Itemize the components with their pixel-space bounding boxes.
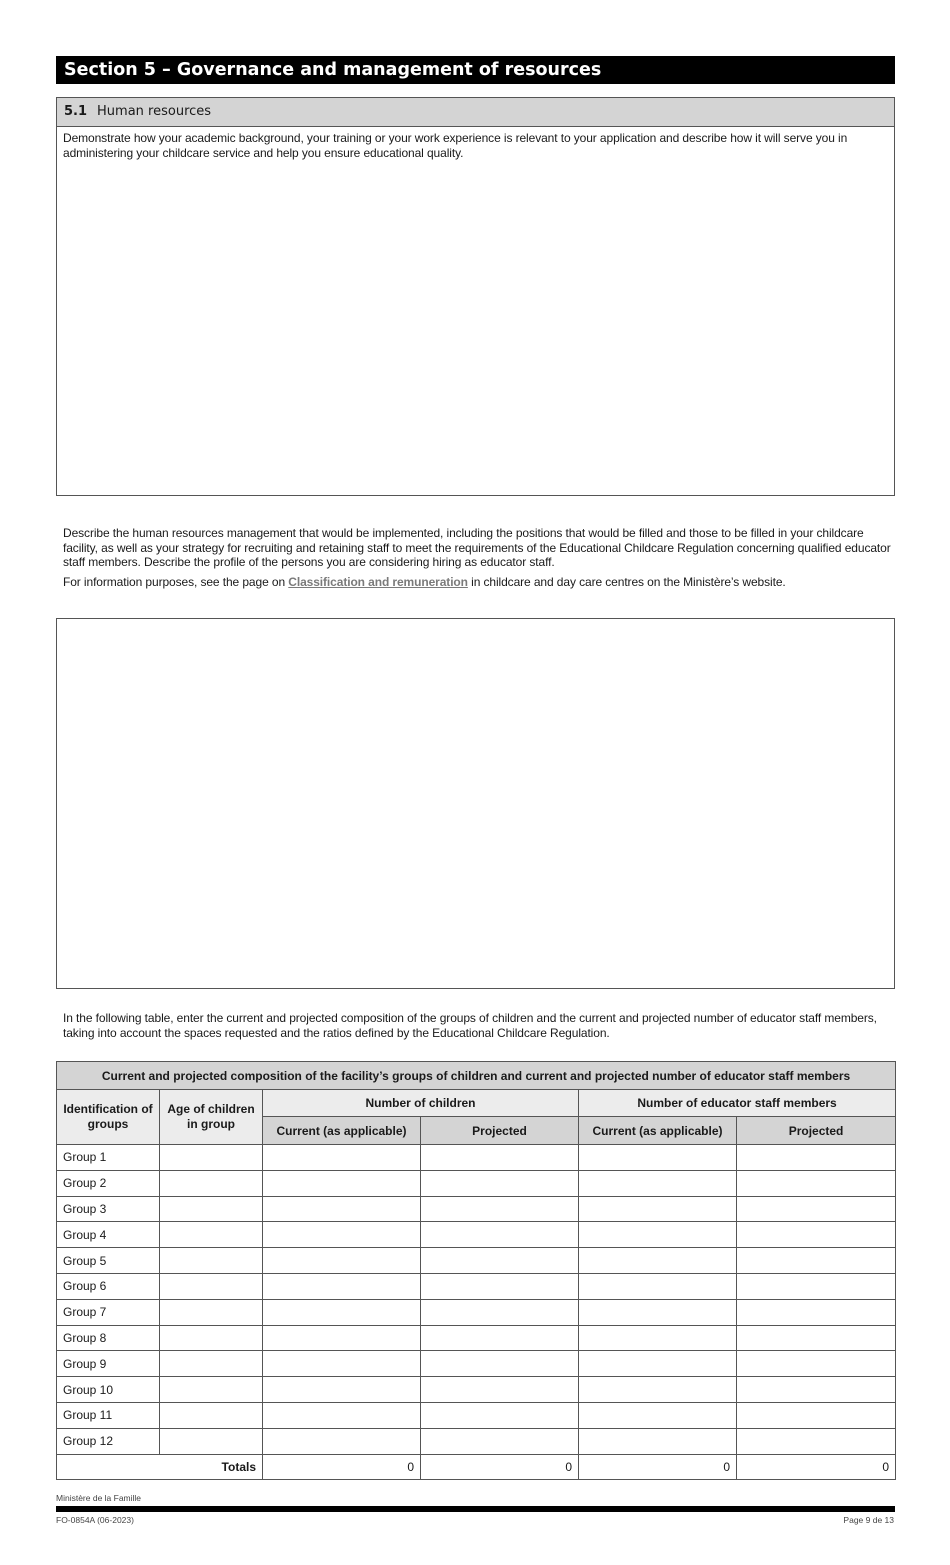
staff-current-field[interactable] (579, 1299, 737, 1325)
group-label: Group 5 (57, 1248, 160, 1274)
children-projected-field[interactable] (421, 1351, 579, 1377)
children-current-field[interactable] (263, 1222, 421, 1248)
age-field[interactable] (160, 1170, 263, 1196)
staff-projected-field[interactable] (737, 1145, 896, 1171)
number-of-staff-header: Number of educator staff members (579, 1090, 896, 1117)
age-field[interactable] (160, 1351, 263, 1377)
footer-form-code: FO-0854A (06-2023) (56, 1515, 134, 1525)
table-row (57, 1351, 896, 1377)
subsection-header (57, 98, 894, 127)
staff-current-header: Current (as applicable) (579, 1117, 737, 1145)
total-children-current: 0 (263, 1454, 421, 1479)
children-projected-field[interactable] (421, 1299, 579, 1325)
hr-info-before: For information purposes, see the page on (63, 574, 289, 589)
table-row (57, 1170, 896, 1196)
children-projected-field[interactable] (421, 1196, 579, 1222)
children-projected-field[interactable] (421, 1402, 579, 1428)
staff-current-field[interactable] (579, 1273, 737, 1299)
total-staff-projected: 0 (737, 1454, 896, 1479)
totals-row (57, 1454, 896, 1479)
group-label: Group 4 (57, 1222, 160, 1248)
children-current-field[interactable] (263, 1145, 421, 1171)
staff-projected-field[interactable] (737, 1273, 896, 1299)
staff-current-field[interactable] (579, 1170, 737, 1196)
staff-current-field[interactable] (579, 1402, 737, 1428)
totals-label: Totals (57, 1454, 263, 1479)
number-of-children-header: Number of children (263, 1090, 579, 1117)
children-current-field[interactable] (263, 1428, 421, 1454)
staff-projected-field[interactable] (737, 1222, 896, 1248)
age-field[interactable] (160, 1428, 263, 1454)
staff-current-field[interactable] (579, 1196, 737, 1222)
group-label: Group 6 (57, 1273, 160, 1299)
hr-management-prompt: Describe the human resources management that would be implemented, including the positions that would be filled and those to be filled in your childcare facility, as well as your strategy for recruiting and retaining staff to meet the requirements of the Educational Childcare Regulation concerning qualified educator staff members. Describe the profile of the persons you are considering hiring as educator staff. (63, 526, 891, 569)
staff-projected-field[interactable] (737, 1196, 896, 1222)
children-current-header: Current (as applicable) (263, 1117, 421, 1145)
subsection-title: Human resources (97, 104, 212, 119)
group-label: Group 1 (57, 1145, 160, 1171)
table-row (57, 1325, 896, 1351)
staff-current-field[interactable] (579, 1325, 737, 1351)
age-field[interactable] (160, 1273, 263, 1299)
children-current-field[interactable] (263, 1377, 421, 1403)
table-caption: Current and projected composition of the facility’s groups of children and current and projected number of educator staff members (57, 1062, 896, 1090)
children-current-field[interactable] (263, 1351, 421, 1377)
age-field[interactable] (160, 1402, 263, 1428)
group-label: Group 2 (57, 1170, 160, 1196)
section-title: Section 5 – Governance and management of resources (56, 56, 895, 84)
table-row (57, 1248, 896, 1274)
table-row (57, 1196, 896, 1222)
staff-projected-field[interactable] (737, 1351, 896, 1377)
staff-projected-field[interactable] (737, 1170, 896, 1196)
age-field[interactable] (160, 1248, 263, 1274)
age-field[interactable] (160, 1222, 263, 1248)
staff-current-field[interactable] (579, 1351, 737, 1377)
table-row (57, 1402, 896, 1428)
children-current-field[interactable] (263, 1170, 421, 1196)
age-field[interactable] (160, 1325, 263, 1351)
footer-page-number: Page 9 de 13 (843, 1515, 894, 1525)
group-label: Group 9 (57, 1351, 160, 1377)
staff-projected-field[interactable] (737, 1248, 896, 1274)
human-resources-box (56, 97, 895, 496)
hr-management-instructions (63, 526, 893, 589)
children-projected-field[interactable] (421, 1248, 579, 1274)
children-projected-field[interactable] (421, 1273, 579, 1299)
hr-info-line (63, 575, 893, 590)
age-field[interactable] (160, 1299, 263, 1325)
staff-projected-field[interactable] (737, 1377, 896, 1403)
age-field[interactable] (160, 1196, 263, 1222)
group-label: Group 10 (57, 1377, 160, 1403)
table-row (57, 1428, 896, 1454)
academic-background-answer-field[interactable] (57, 162, 894, 495)
table-row (57, 1299, 896, 1325)
children-current-field[interactable] (263, 1248, 421, 1274)
group-label: Group 7 (57, 1299, 160, 1325)
subsection-number: 5.1 (64, 104, 88, 119)
staff-projected-field[interactable] (737, 1325, 896, 1351)
children-projected-field[interactable] (421, 1145, 579, 1171)
table-row (57, 1145, 896, 1171)
hr-info-after: in childcare and day care centres on the Ministère’s website. (467, 574, 786, 589)
group-label: Group 12 (57, 1428, 160, 1454)
children-projected-field[interactable] (421, 1325, 579, 1351)
staff-projected-field[interactable] (737, 1402, 896, 1428)
staff-current-field[interactable] (579, 1145, 737, 1171)
children-current-field[interactable] (263, 1299, 421, 1325)
children-projected-field[interactable] (421, 1222, 579, 1248)
academic-background-prompt: Demonstrate how your academic background, your training or your work experience is relevant to your application and describe how it will serve you in administering your childcare service and help you ensure educational quality. (63, 131, 848, 160)
table-body (57, 1145, 896, 1455)
staff-current-field[interactable] (579, 1428, 737, 1454)
total-children-projected: 0 (421, 1454, 579, 1479)
group-label: Group 3 (57, 1196, 160, 1222)
group-label: Group 11 (57, 1402, 160, 1428)
children-projected-field[interactable] (421, 1170, 579, 1196)
children-current-field[interactable] (263, 1325, 421, 1351)
children-projected-field[interactable] (421, 1377, 579, 1403)
table-row (57, 1222, 896, 1248)
children-projected-field[interactable] (421, 1428, 579, 1454)
footer-organization: Ministère de la Famille (56, 1493, 142, 1503)
footer-divider (56, 1506, 895, 1512)
total-staff-current: 0 (579, 1454, 737, 1479)
table-row (57, 1377, 896, 1403)
staff-current-field[interactable] (579, 1377, 737, 1403)
staff-current-field[interactable] (579, 1248, 737, 1274)
age-field[interactable] (160, 1145, 263, 1171)
classification-remuneration-link[interactable]: Classification and remuneration (288, 574, 468, 589)
col-identification-header: Identification of groups (57, 1090, 160, 1145)
staff-projected-field[interactable] (737, 1299, 896, 1325)
children-current-field[interactable] (263, 1196, 421, 1222)
table-row (57, 1273, 896, 1299)
group-label: Group 8 (57, 1325, 160, 1351)
staff-current-field[interactable] (579, 1222, 737, 1248)
hr-management-answer-field[interactable] (56, 618, 895, 989)
children-projected-header: Projected (421, 1117, 579, 1145)
staff-projected-field[interactable] (737, 1428, 896, 1454)
staff-projected-header: Projected (737, 1117, 896, 1145)
children-current-field[interactable] (263, 1273, 421, 1299)
table-instructions: In the following table, enter the current and projected composition of the groups of children and the current and projected number of educator staff members, taking into account the spaces requested and the ratios defined by the Educational Childcare Regulation. (63, 1011, 877, 1040)
age-field[interactable] (160, 1377, 263, 1403)
children-current-field[interactable] (263, 1402, 421, 1428)
groups-composition-table (56, 1061, 896, 1480)
col-age-header: Age of children in group (160, 1090, 263, 1145)
